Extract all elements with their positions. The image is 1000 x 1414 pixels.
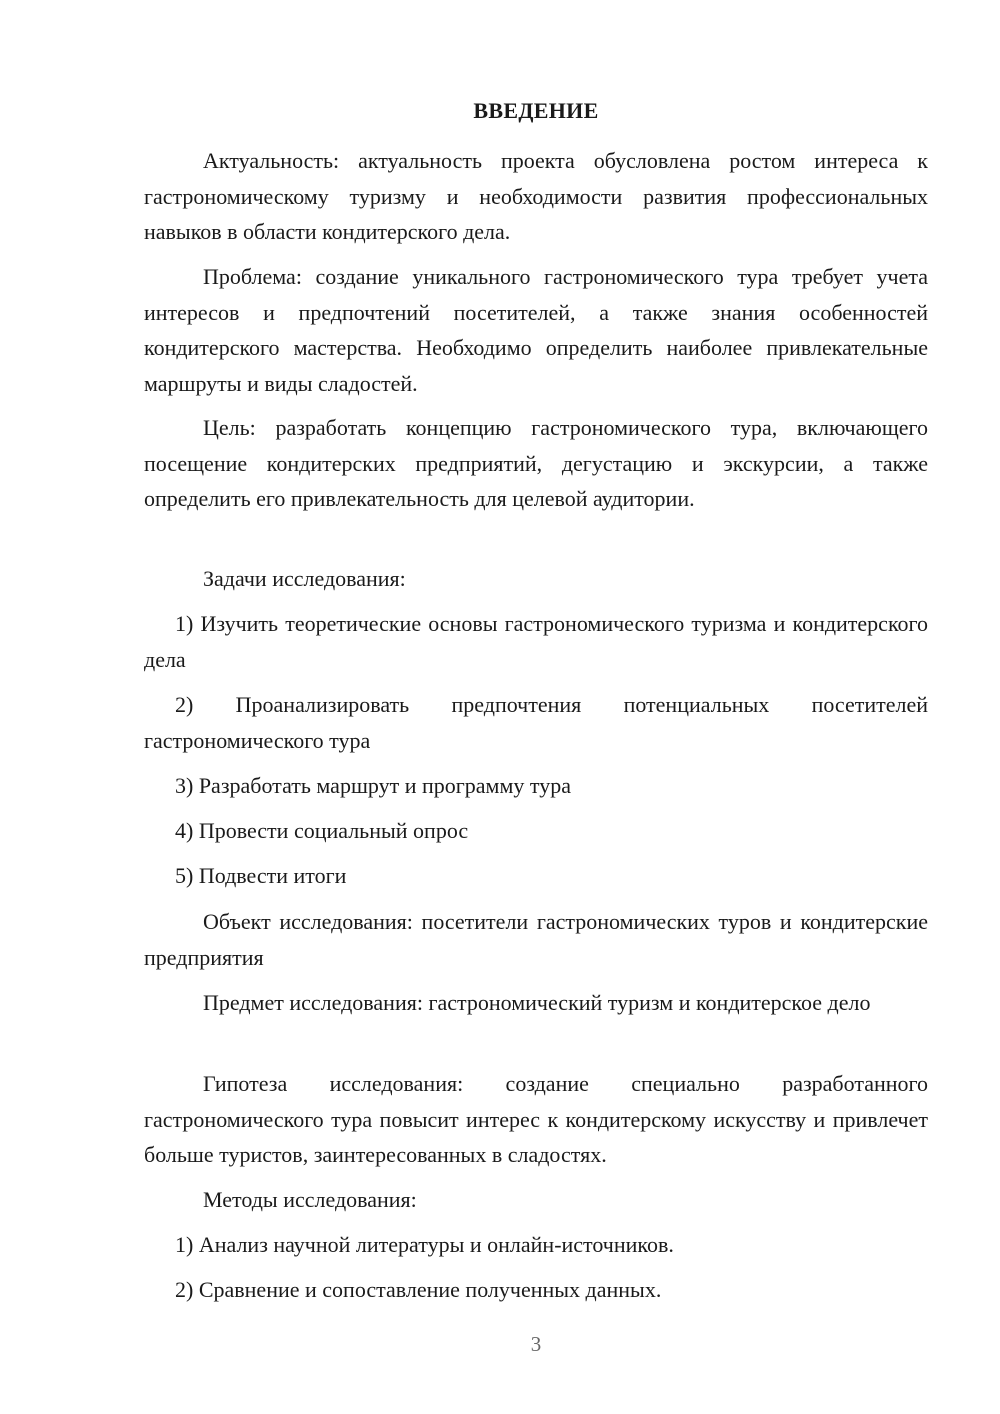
paragraph-relevance: Актуальность: актуальность проекта обусловлена ростом интереса к гастрономическому туризму и необходимости развития профессиональных навыков в области кондитерского дела. [144,148,928,244]
section-title: ВВЕДЕНИЕ [473,98,599,123]
paragraph-methods-heading: Методы исследования: [203,1187,417,1212]
paragraph-subject: Предмет исследования: гастрономический туризм и кондитерское дело [203,990,871,1015]
paragraph-problem: Проблема: создание уникального гастрономического тура требует учета интересов и предпочтений посетителей, а также знания особенностей кондитерского мастерства. Необходимо определить наиболее привлекательные маршруты и виды сладостей. [144,264,928,396]
paragraph-tasks-heading: Задачи исследования: [203,566,406,591]
method-item-2: 2) Сравнение и сопоставление полученных данных. [175,1277,662,1302]
page-number: 3 [530,1332,542,1356]
method-item-1: 1) Анализ научной литературы и онлайн-источников. [175,1232,674,1257]
task-item-4: 4) Провести социальный опрос [175,818,469,843]
task-item-2: 2) Проанализировать предпочтения потенциальных посетителей гастрономического тура [144,692,928,753]
task-item-1: 1) Изучить теоретические основы гастрономического туризма и кондитерского дела [144,611,928,672]
task-item-5: 5) Подвести итоги [175,863,347,888]
paragraph-hypothesis: Гипотеза исследования: создание специально разработанного гастрономического тура повысит интерес к кондитерскому искусству и привлечет больше туристов, заинтересованных в сладостях. [144,1071,928,1167]
paragraph-goal: Цель: разработать концепцию гастрономического тура, включающего посещение кондитерских предприятий, дегустацию и экскурсии, а также определить его привлекательность для целевой аудитории. [144,415,928,511]
document-page [144,0,928,1414]
paragraph-object: Объект исследования: посетители гастрономических туров и кондитерские предприятия [144,909,928,970]
task-item-3: 3) Разработать маршрут и программу тура [175,773,571,798]
